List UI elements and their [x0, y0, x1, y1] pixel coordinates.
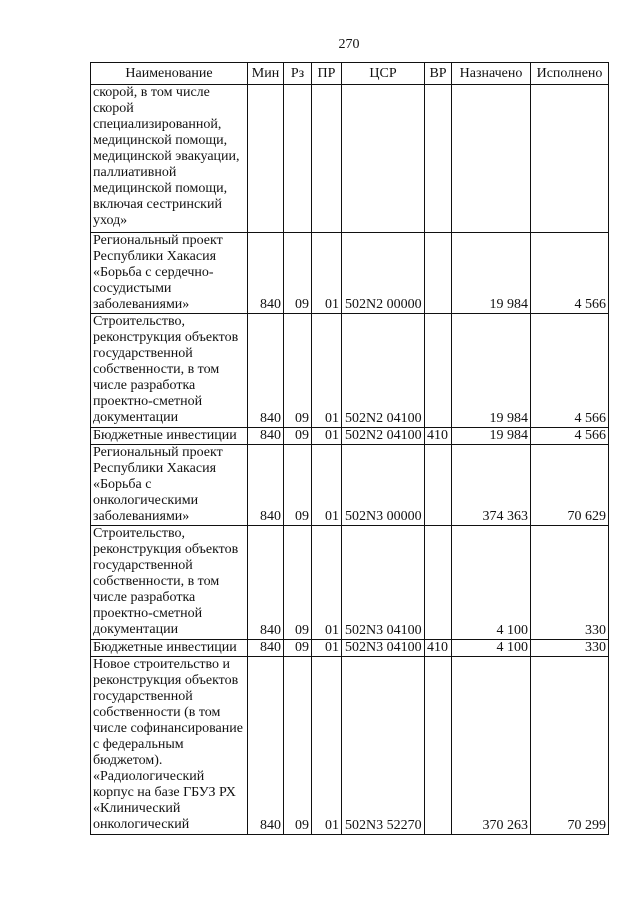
table-row — [91, 314, 609, 428]
table-row — [91, 640, 609, 657]
cell-executed: 4 566 — [531, 233, 609, 314]
cell-assigned: 374 363 — [452, 445, 531, 526]
cell-min: 840 — [248, 233, 284, 314]
cell-min — [248, 85, 284, 233]
cell-min: 840 — [248, 445, 284, 526]
cell-rz — [284, 85, 312, 233]
cell-name: Региональный проект Республики Хакасия «Борьба с сердечно- сосудистыми заболеваниями» — [91, 233, 248, 314]
cell-pr — [312, 85, 342, 233]
cell-executed: 330 — [531, 640, 609, 657]
header-vr: ВР — [425, 63, 452, 85]
cell-vr — [425, 314, 452, 428]
cell-executed: 4 566 — [531, 314, 609, 428]
cell-executed: 70 629 — [531, 445, 609, 526]
header-row — [91, 63, 609, 85]
cell-pr: 01 — [312, 640, 342, 657]
cell-executed: 70 299 — [531, 657, 609, 835]
table-row — [91, 233, 609, 314]
cell-assigned — [452, 85, 531, 233]
cell-rz: 09 — [284, 657, 312, 835]
cell-executed: 330 — [531, 526, 609, 640]
cell-pr: 01 — [312, 526, 342, 640]
cell-csr: 502N3 00000 — [342, 445, 425, 526]
cell-name: Новое строительство и реконструкция объектов государственной собственности (в том числе софинансирование с федеральным бюджетом). «Радиологический корпус на базе ГБУЗ РХ «Клинический онкологический — [91, 657, 248, 835]
cell-executed — [531, 85, 609, 233]
cell-vr: 410 — [425, 428, 452, 445]
cell-min: 840 — [248, 428, 284, 445]
cell-name: Бюджетные инвестиции — [91, 428, 248, 445]
table-row — [91, 526, 609, 640]
header-pr: ПР — [312, 63, 342, 85]
cell-name: Строительство, реконструкция объектов государственной собственности, в том числе разработка проектно-сметной документации — [91, 314, 248, 428]
cell-assigned: 19 984 — [452, 314, 531, 428]
table-row — [91, 85, 609, 233]
cell-assigned: 19 984 — [452, 233, 531, 314]
header-min: Мин — [248, 63, 284, 85]
cell-pr: 01 — [312, 657, 342, 835]
table-row — [91, 445, 609, 526]
cell-csr: 502N2 04100 — [342, 428, 425, 445]
cell-assigned: 4 100 — [452, 526, 531, 640]
table-row — [91, 428, 609, 445]
budget-table — [90, 62, 609, 835]
cell-csr: 502N3 04100 — [342, 640, 425, 657]
cell-min: 840 — [248, 657, 284, 835]
header-csr: ЦСР — [342, 63, 425, 85]
header-executed: Исполнено — [531, 63, 609, 85]
cell-csr: 502N3 52270 — [342, 657, 425, 835]
cell-rz: 09 — [284, 428, 312, 445]
cell-pr: 01 — [312, 233, 342, 314]
cell-vr — [425, 657, 452, 835]
cell-min: 840 — [248, 314, 284, 428]
table-row — [91, 657, 609, 835]
cell-executed: 4 566 — [531, 428, 609, 445]
cell-min: 840 — [248, 640, 284, 657]
cell-vr — [425, 233, 452, 314]
cell-csr: 502N3 04100 — [342, 526, 425, 640]
cell-vr — [425, 85, 452, 233]
header-name: Наименование — [91, 63, 248, 85]
cell-name: Строительство, реконструкция объектов государственной собственности, в том числе разработка проектно-сметной документации — [91, 526, 248, 640]
cell-min: 840 — [248, 526, 284, 640]
cell-name: Бюджетные инвестиции — [91, 640, 248, 657]
cell-vr — [425, 526, 452, 640]
cell-pr: 01 — [312, 445, 342, 526]
cell-rz: 09 — [284, 445, 312, 526]
cell-rz: 09 — [284, 314, 312, 428]
cell-assigned: 19 984 — [452, 428, 531, 445]
cell-assigned: 370 263 — [452, 657, 531, 835]
cell-rz: 09 — [284, 233, 312, 314]
header-rz: Рз — [284, 63, 312, 85]
cell-csr: 502N2 00000 — [342, 233, 425, 314]
cell-rz: 09 — [284, 526, 312, 640]
cell-rz: 09 — [284, 640, 312, 657]
cell-pr: 01 — [312, 428, 342, 445]
page-number: 270 — [338, 37, 360, 52]
cell-assigned: 4 100 — [452, 640, 531, 657]
cell-csr: 502N2 04100 — [342, 314, 425, 428]
cell-csr — [342, 85, 425, 233]
cell-vr — [425, 445, 452, 526]
cell-name: скорой, в том числе скорой специализированной, медицинской помощи, медицинской эвакуации, паллиативной медицинской помощи, включая сестринский уход» — [91, 85, 248, 233]
cell-pr: 01 — [312, 314, 342, 428]
header-assigned: Назначено — [452, 63, 531, 85]
cell-name: Региональный проект Республики Хакасия «Борьба с онкологическими заболеваниями» — [91, 445, 248, 526]
cell-vr: 410 — [425, 640, 452, 657]
